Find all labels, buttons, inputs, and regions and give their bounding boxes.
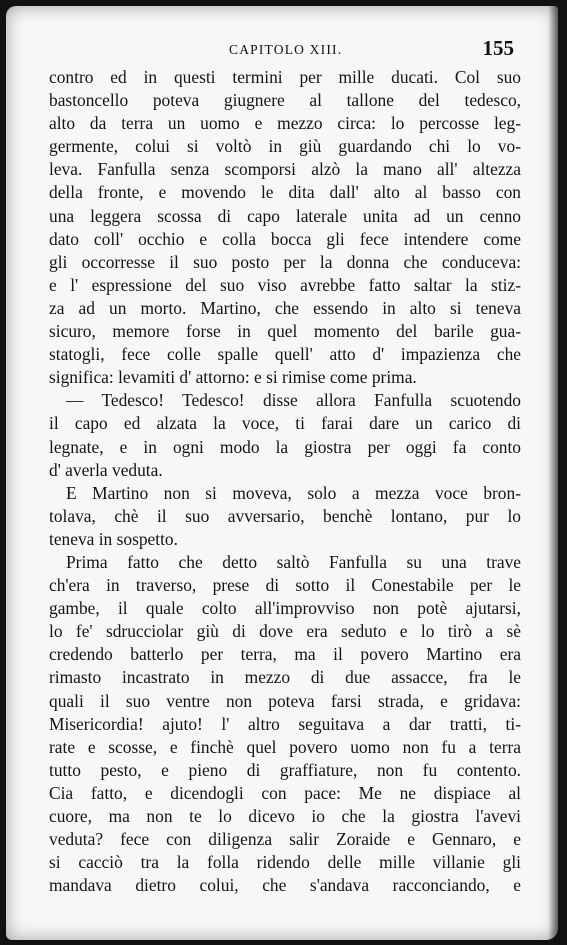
text-line: cuore, ma non te lo dicevo io che la giostra l'avevi: [49, 806, 521, 826]
text-line: leva. Fanfulla senza scomporsi alzò la mano all' altezza: [49, 159, 521, 180]
text-line: tutto pesto, e pieno di graffiature, non fu contento.: [49, 759, 521, 780]
text-line: e l' espressione del suo viso avrebbe fatto saltar la stiz-: [49, 274, 521, 295]
text-line: il capo ed alzata la voce, ti farai dare un carico di: [49, 413, 521, 434]
text-line: bastoncello poteva giugnere al tallone del tedesco,: [49, 90, 521, 111]
text-line: Misericordia! ajuto! l' altro seguitava a dar tratti, ti-: [49, 713, 521, 734]
text-line: credendo batterlo per terra, ma il povero Martino era: [49, 644, 521, 665]
paragraph-end-line: d' averla veduta.: [49, 459, 163, 480]
text-line: sicuro, memore forse in quel momento del barile gua-: [49, 321, 521, 342]
text-line: gambe, il quale colto all'improvviso non potè ajutarsi,: [49, 598, 521, 619]
paragraph-end-line: teneva in sospetto.: [49, 528, 178, 549]
text-line: ch'era in traverso, prese di sotto il Conestabile per le: [49, 575, 521, 596]
body-text: [49, 66, 521, 897]
text-line: rimasto incastrato in mezzo di due assacce, fra le: [49, 667, 521, 688]
text-line: lo fe' sdrucciolar giù di dove era seduto e lo tirò a sè: [49, 621, 521, 642]
page-number: 155: [482, 36, 514, 60]
text-line: veduta? fece con diligenza salir Zoraide e Gennaro, e: [49, 829, 521, 850]
text-line: della fronte, e movendo le dita dall' alto al basso con: [49, 182, 521, 203]
text-line: alto da terra un uomo e mezzo circa: lo percosse leg-: [49, 113, 521, 134]
text-line: tolava, chè il suo avversario, benchè lontano, pur lo: [49, 505, 521, 526]
text-line: Cia fatto, e dicendogli con pace: Me ne dispiace al: [49, 782, 521, 803]
paragraph-start-line: Prima fatto che detto saltò Fanfulla su una trave: [66, 551, 521, 572]
scan-edge-shadow: [548, 6, 558, 940]
page-header: [6, 36, 558, 62]
running-head: CAPITOLO XIII.: [229, 42, 343, 57]
text-line: statogli, fece colle spalle quell' atto d' impazienza che: [49, 344, 521, 365]
text-line: gli occorresse il suo posto per la donna che conduceva:: [49, 251, 521, 272]
text-line: una leggera scossa di capo laterale unita ad un cenno: [49, 205, 521, 226]
text-line: quali il suo ventre non poteva farsi strada, e gridava:: [49, 690, 521, 711]
text-line: legnate, e in ogni modo la giostra per oggi fa conto: [49, 436, 521, 457]
text-line: mandava dietro colui, che s'andava racconciando, e: [49, 875, 521, 896]
paragraph-end-line: significa: levamiti d' attorno: e si rimise come prima.: [49, 367, 417, 388]
text-line: za ad un morto. Martino, che essendo in alto si teneva: [49, 297, 521, 318]
text-line: contro ed in questi termini per mille ducati. Col suo: [49, 67, 521, 87]
text-line: dato coll' occhio e colla bocca gli fece intendere come: [49, 228, 521, 249]
book-page: [6, 6, 558, 940]
text-line: rate e scosse, e finchè quel povero uomo non fu a terra: [49, 736, 521, 757]
text-line: germente, colui si voltò in giù guardando chi lo vo-: [49, 136, 521, 157]
paragraph-start-line: — Tedesco! Tedesco! disse allora Fanfulla scuotendo: [66, 390, 521, 411]
paragraph-start-line: E Martino non si moveva, solo a mezza voce bron-: [66, 482, 521, 503]
text-line: si cacciò tra la folla ridendo delle mille villanie gli: [49, 852, 521, 873]
